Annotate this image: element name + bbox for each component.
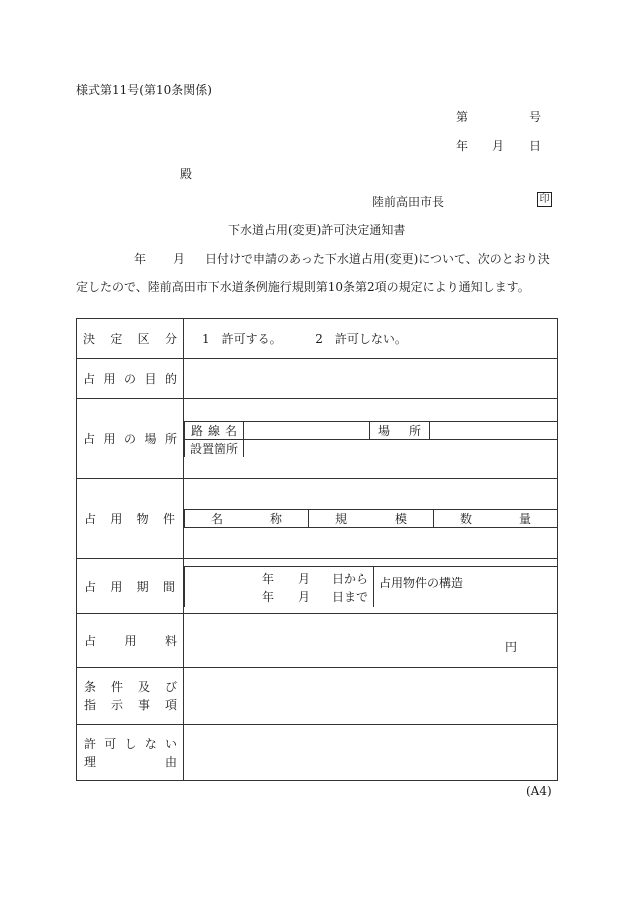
reason-field[interactable] (184, 725, 558, 781)
purpose-field[interactable] (184, 359, 558, 399)
permit-table (76, 318, 558, 781)
period-cell (184, 559, 558, 614)
objects-label: 占 用 物 件 (77, 479, 184, 559)
fee-field[interactable] (184, 614, 558, 668)
row-reason (77, 725, 558, 781)
objects-scale-field[interactable] (309, 528, 434, 529)
objects-header-quantity: 数 量 (434, 510, 558, 528)
row-location (77, 399, 558, 479)
objects-cell (184, 479, 558, 559)
objects-header-scale: 規 模 (309, 510, 434, 528)
location-cell (184, 399, 558, 479)
installation-field[interactable] (244, 439, 558, 457)
issuer-name: 陸前高田市長 (372, 195, 445, 209)
seal-mark: 印 (537, 192, 552, 207)
period-label: 占 用 期 間 (77, 559, 184, 614)
number-dai-label: 第 (456, 110, 469, 124)
body-month: 月 (173, 252, 186, 266)
date-year-label: 年 (456, 139, 469, 153)
row-objects (77, 479, 558, 559)
row-purpose (77, 359, 558, 399)
location-label: 占 用 の 場 所 (77, 399, 184, 479)
body-line2: 定したので、陸前高田市下水道条例施行規則第10条第2項の規定により通知します。 (76, 280, 530, 294)
conditions-field[interactable] (184, 668, 558, 725)
objects-name-field[interactable] (185, 528, 309, 529)
row-fee (77, 614, 558, 668)
row-decision (77, 319, 558, 359)
purpose-label: 占 用 の 目 的 (77, 359, 184, 399)
structure-field[interactable] (374, 566, 558, 607)
body-line1: 日付けで申請のあった下水道占用(変更)について、次のとおり決 (205, 252, 550, 266)
period-dates[interactable]: 年 月 日から 年 月 日まで (185, 566, 374, 607)
decision-option-permit[interactable]: 1 許可する。 (202, 332, 282, 346)
fee-label: 占 用 料 (77, 614, 184, 668)
decision-label: 決 定 区 分 (77, 319, 184, 359)
form-number: 様式第11号(第10条関係) (76, 83, 212, 97)
date-day-label: 日 (529, 139, 542, 153)
fee-unit: 円 (505, 640, 518, 654)
reason-label: 許 可 し な い 理 由 (77, 725, 184, 781)
place-field[interactable] (430, 421, 558, 439)
installation-label: 設置箇所 (185, 439, 244, 457)
date-month-label: 月 (492, 139, 505, 153)
objects-header-name: 名 称 (185, 510, 309, 528)
decision-options (184, 319, 558, 359)
route-name-field[interactable] (244, 421, 370, 439)
body-year: 年 (134, 252, 147, 266)
addressee-honorific: 殿 (180, 167, 193, 181)
document-title: 下水道占用(変更)許可決定通知書 (228, 223, 406, 237)
place-label: 場 所 (370, 421, 430, 439)
number-go-label: 号 (529, 110, 542, 124)
conditions-label: 条 件 及 び 指 示 事 項 (77, 668, 184, 725)
row-conditions (77, 668, 558, 725)
decision-option-deny[interactable]: 2 許可しない。 (315, 332, 407, 346)
paper-size-note: (A4) (526, 784, 552, 798)
row-period (77, 559, 558, 614)
structure-label: 占用物件の構造 (379, 575, 464, 590)
route-name-label: 路 線 名 (185, 421, 244, 439)
objects-quantity-field[interactable] (434, 528, 558, 529)
